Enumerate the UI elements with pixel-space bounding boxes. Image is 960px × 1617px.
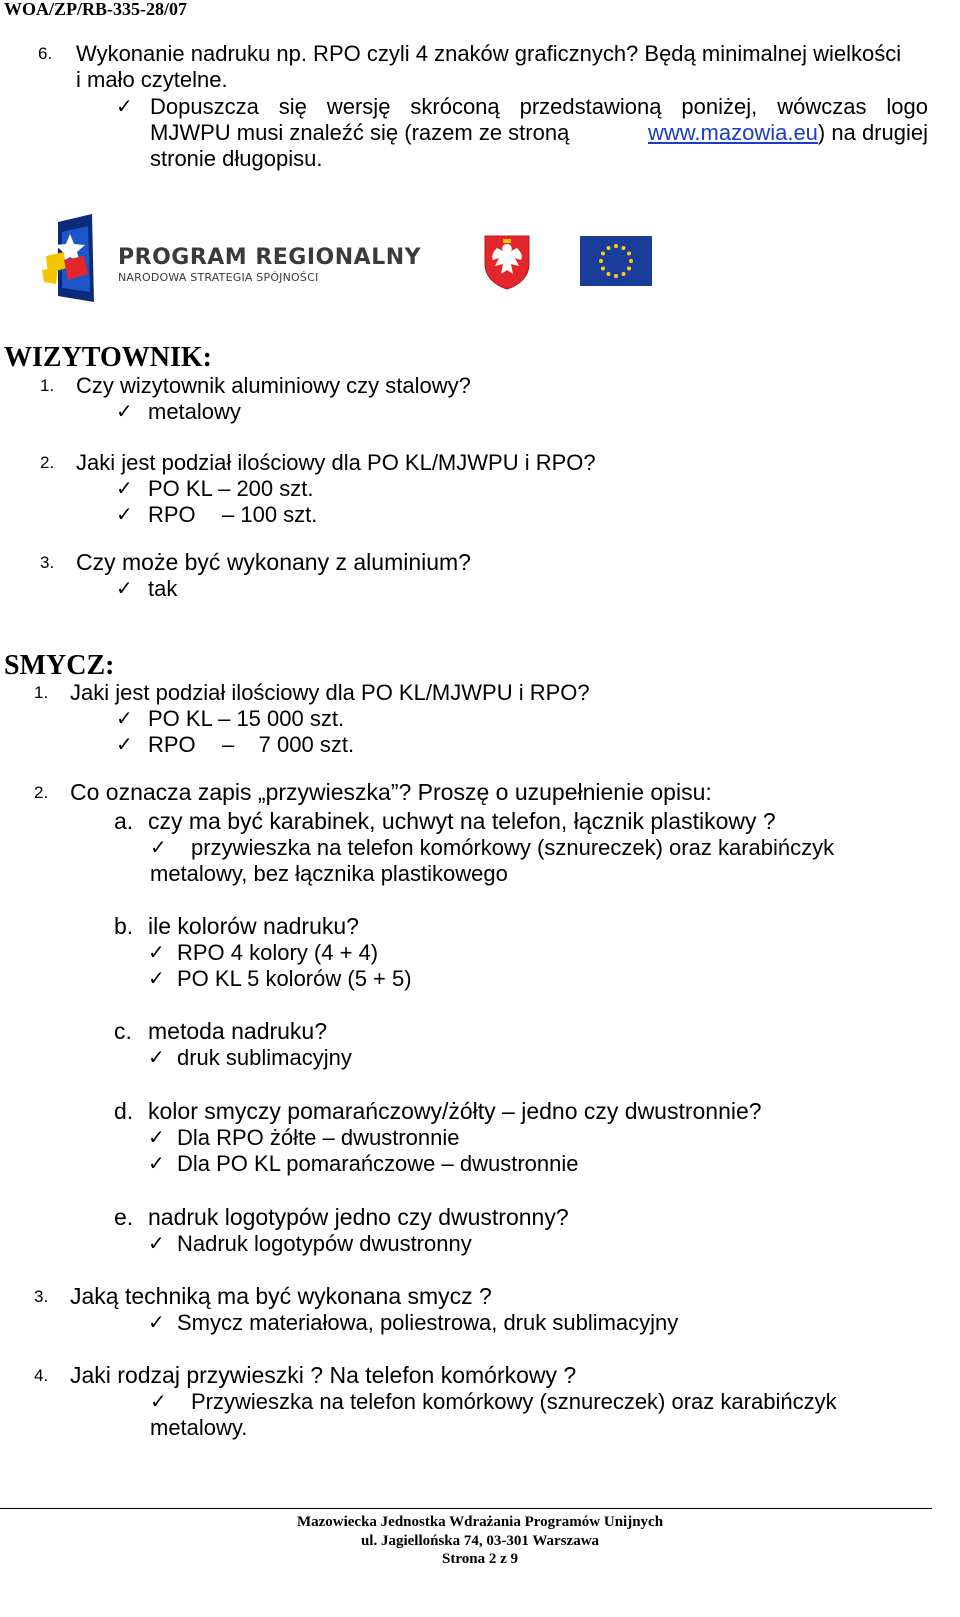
document-reference: WOA/ZP/RB-335-28/07 (4, 0, 187, 19)
checkmark-icon: ✓ (116, 478, 133, 500)
sub-question-text: kolor smyczy pomarańczowy/żółty – jedno czy dwustronnie? (148, 1098, 762, 1124)
answer-text: PO KL – 200 szt. (148, 476, 314, 501)
answer-text: Smycz materiałowa, poliestrowa, druk sublimacyjny (177, 1310, 679, 1335)
question-number: 2. (34, 783, 49, 802)
answer-text: tak (148, 576, 178, 601)
question-text: Jaki rodzaj przywieszki ? Na telefon komórkowy ? (70, 1362, 577, 1388)
question-number: 6. (38, 44, 53, 63)
answer-text-post: ) na drugiej (817, 120, 928, 145)
question-number: 3. (34, 1287, 49, 1306)
answer-text: PO KL – 15 000 szt. (148, 706, 345, 731)
footer-organization: Mazowiecka Jednostka Wdrażania Programów Unijnych (296, 1514, 664, 1530)
answer-value: – 100 szt. (222, 502, 318, 527)
checkmark-icon: ✓ (148, 1047, 165, 1069)
checkmark-icon: ✓ (148, 1127, 165, 1149)
checkmark-icon: ✓ (148, 968, 165, 990)
question-text: Jaką techniką ma być wykonana smycz ? (70, 1283, 492, 1309)
mazowia-link[interactable]: www.mazowia.eu (647, 120, 818, 145)
checkmark-icon: ✓ (116, 578, 133, 600)
question-text: Jaki jest podział ilościowy dla PO KL/MJWPU i RPO? (76, 450, 596, 475)
answer-text: druk sublimacyjny (177, 1045, 352, 1070)
sub-question-label: e. (114, 1204, 134, 1230)
answer-text-pre: MJWPU musi znaleźć się (razem ze stroną (150, 120, 576, 145)
sub-question-text: ile kolorów nadruku? (148, 913, 359, 939)
checkmark-icon: ✓ (148, 942, 165, 964)
answer-text: metalowy (148, 399, 241, 424)
answer-text: Dla RPO żółte – dwustronnie (177, 1125, 460, 1150)
question-text: Wykonanie nadruku np. RPO czyli 4 znaków graficznych? Będą minimalnej wielkości (76, 41, 902, 66)
question-text: Czy może być wykonany z aluminium? (76, 549, 471, 575)
sub-question-text: nadruk logotypów jedno czy dwustronny? (148, 1204, 569, 1230)
answer-text: Nadruk logotypów dwustronny (177, 1231, 472, 1256)
answer-text-line (150, 120, 928, 146)
question-number: 2. (40, 453, 55, 472)
checkmark-icon: ✓ (116, 401, 133, 423)
question-number: 1. (40, 376, 55, 395)
checkmark-icon: ✓ (150, 1391, 167, 1413)
answer-text: Dopuszcza się wersję skróconą przedstawioną poniżej, wówczas logo (150, 94, 928, 119)
answer-label: RPO (148, 732, 196, 757)
answer-value: – 7 000 szt. (222, 732, 355, 757)
question-text-cont: i mało czytelne. (76, 67, 228, 92)
sub-question-label: a. (114, 808, 134, 834)
section-title-smycz: SMYCZ: (4, 650, 115, 681)
section-title-wizytownik: WIZYTOWNIK: (4, 342, 212, 373)
checkmark-icon: ✓ (116, 708, 133, 730)
sub-question-label: b. (114, 913, 134, 939)
checkmark-icon: ✓ (150, 837, 167, 859)
program-title: PROGRAM REGIONALNY (118, 245, 422, 270)
program-regional-emblem (40, 212, 100, 306)
checkmark-icon: ✓ (148, 1312, 165, 1334)
answer-text: Dla PO KL pomarańczowe – dwustronnie (177, 1151, 579, 1176)
program-subtitle: NARODOWA STRATEGIA SPÓJNOŚCI (118, 271, 319, 284)
answer-text-cont: metalowy, bez łącznika plastikowego (150, 861, 508, 886)
question-text: Czy wizytownik aluminiowy czy stalowy? (76, 373, 471, 398)
footer-divider (0, 1508, 932, 1509)
sub-question-label: d. (114, 1098, 134, 1124)
question-number: 1. (34, 683, 49, 702)
sub-question-text: metoda nadruku? (148, 1018, 328, 1044)
question-number: 3. (40, 553, 55, 572)
answer-text: RPO 4 kolory (4 + 4) (177, 940, 379, 965)
answer-text: PO KL 5 kolorów (5 + 5) (177, 966, 412, 991)
question-number: 4. (34, 1366, 49, 1385)
checkmark-icon: ✓ (148, 1153, 165, 1175)
answer-text: przywieszka na telefon komórkowy (sznureczek) oraz karabińczyk (191, 835, 835, 860)
question-text: Co oznacza zapis „przywieszka”? Proszę o uzupełnienie opisu: (70, 779, 712, 805)
checkmark-icon: ✓ (116, 504, 133, 526)
answer-text-end: stronie długopisu. (150, 146, 323, 171)
footer-address: ul. Jagiellońska 74, 03-301 Warszawa (360, 1533, 600, 1549)
sub-question-text: czy ma być karabinek, uchwyt na telefon, łącznik plastikowy ? (148, 808, 776, 834)
sub-question-label: c. (114, 1018, 132, 1044)
footer-page-number: Strona 2 z 9 (442, 1551, 518, 1567)
eu-flag-icon (580, 236, 652, 286)
question-text: Jaki jest podział ilościowy dla PO KL/MJWPU i RPO? (70, 680, 590, 705)
answer-text: Przywieszka na telefon komórkowy (sznureczek) oraz karabińczyk (191, 1389, 837, 1414)
answer-text-cont: metalowy. (150, 1415, 248, 1440)
checkmark-icon: ✓ (116, 96, 133, 118)
answer-label: RPO (148, 502, 196, 527)
checkmark-icon: ✓ (116, 734, 133, 756)
checkmark-icon: ✓ (148, 1233, 165, 1255)
mazovia-coat-of-arms-icon (483, 234, 531, 290)
